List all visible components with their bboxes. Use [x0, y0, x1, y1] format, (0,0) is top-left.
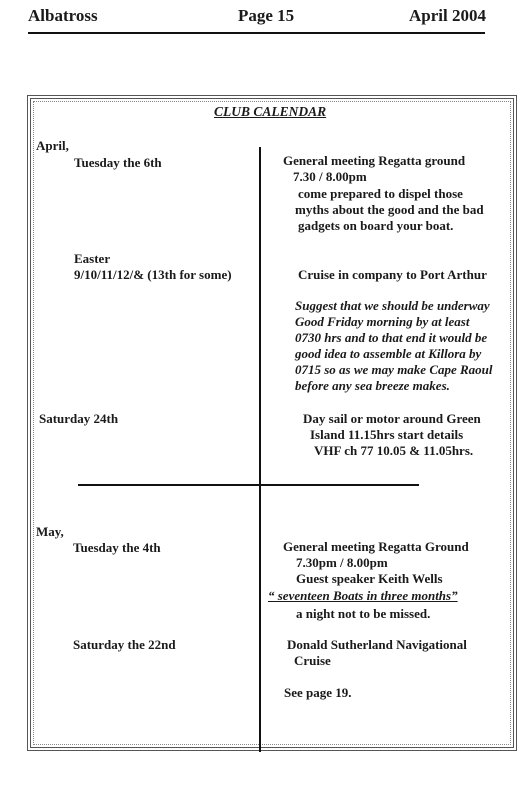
april-event1-line1: General meeting Regatta ground [283, 153, 466, 168]
may-event2-see: See page 19. [284, 685, 352, 700]
april-event1-line3: come prepared to dispel those [298, 186, 463, 201]
april-event3-line1: Day sail or motor around Green [303, 411, 481, 426]
april-event2-note5: 0715 so as we may make Cape Raoul [295, 362, 493, 377]
may-event1-line2: 7.30pm / 8.00pm [296, 555, 388, 570]
may-event2-date: Saturday the 22nd [73, 637, 176, 652]
issue-date: April 2004 [409, 6, 486, 25]
page-number: Page 15 [238, 6, 295, 25]
april-event1-line5: gadgets on board your boat. [298, 218, 454, 233]
april-event1-line4: myths about the good and the bad [295, 202, 484, 217]
calendar-title: CLUB CALENDAR [214, 104, 327, 119]
april-event2-date-1: Easter [74, 251, 111, 266]
may-event1-line3: Guest speaker Keith Wells [296, 571, 443, 586]
april-event2-note6: before any sea breeze makes. [295, 378, 450, 393]
header-rule [28, 32, 485, 34]
may-event2-line1: Donald Sutherland Navigational [287, 637, 467, 652]
month-may: May, [36, 524, 64, 539]
april-event2-date-2: 9/10/11/12/& (13th for some) [74, 267, 232, 282]
april-event2-note1: Suggest that we should be underway [295, 298, 490, 313]
april-event2-note2: Good Friday morning by at least [295, 314, 470, 329]
april-event2-note4: good idea to assemble at Killora by [295, 346, 482, 361]
april-event3-line3: VHF ch 77 10.05 & 11.05hrs. [314, 443, 474, 458]
april-event2-title: Cruise in company to Port Arthur [298, 267, 487, 282]
april-event2-note3: 0730 hrs and to that end it would be [295, 330, 488, 345]
april-event1-date: Tuesday the 6th [74, 155, 162, 170]
publication-name: Albatross [28, 6, 98, 25]
may-event1-line1: General meeting Regatta Ground [283, 539, 469, 554]
may-event1-after: a night not to be missed. [296, 606, 431, 621]
may-event2-line2: Cruise [294, 653, 331, 668]
april-event3-date: Saturday 24th [39, 411, 119, 426]
april-event1-line2: 7.30 / 8.00pm [293, 169, 367, 184]
may-event1-quote: “ seventeen Boats in three months” [268, 588, 458, 603]
month-april: April, [36, 138, 69, 153]
horizontal-divider [78, 484, 419, 486]
may-event1-date: Tuesday the 4th [73, 540, 161, 555]
april-event3-line2: Island 11.15hrs start details [310, 427, 464, 442]
vertical-divider [259, 147, 261, 752]
